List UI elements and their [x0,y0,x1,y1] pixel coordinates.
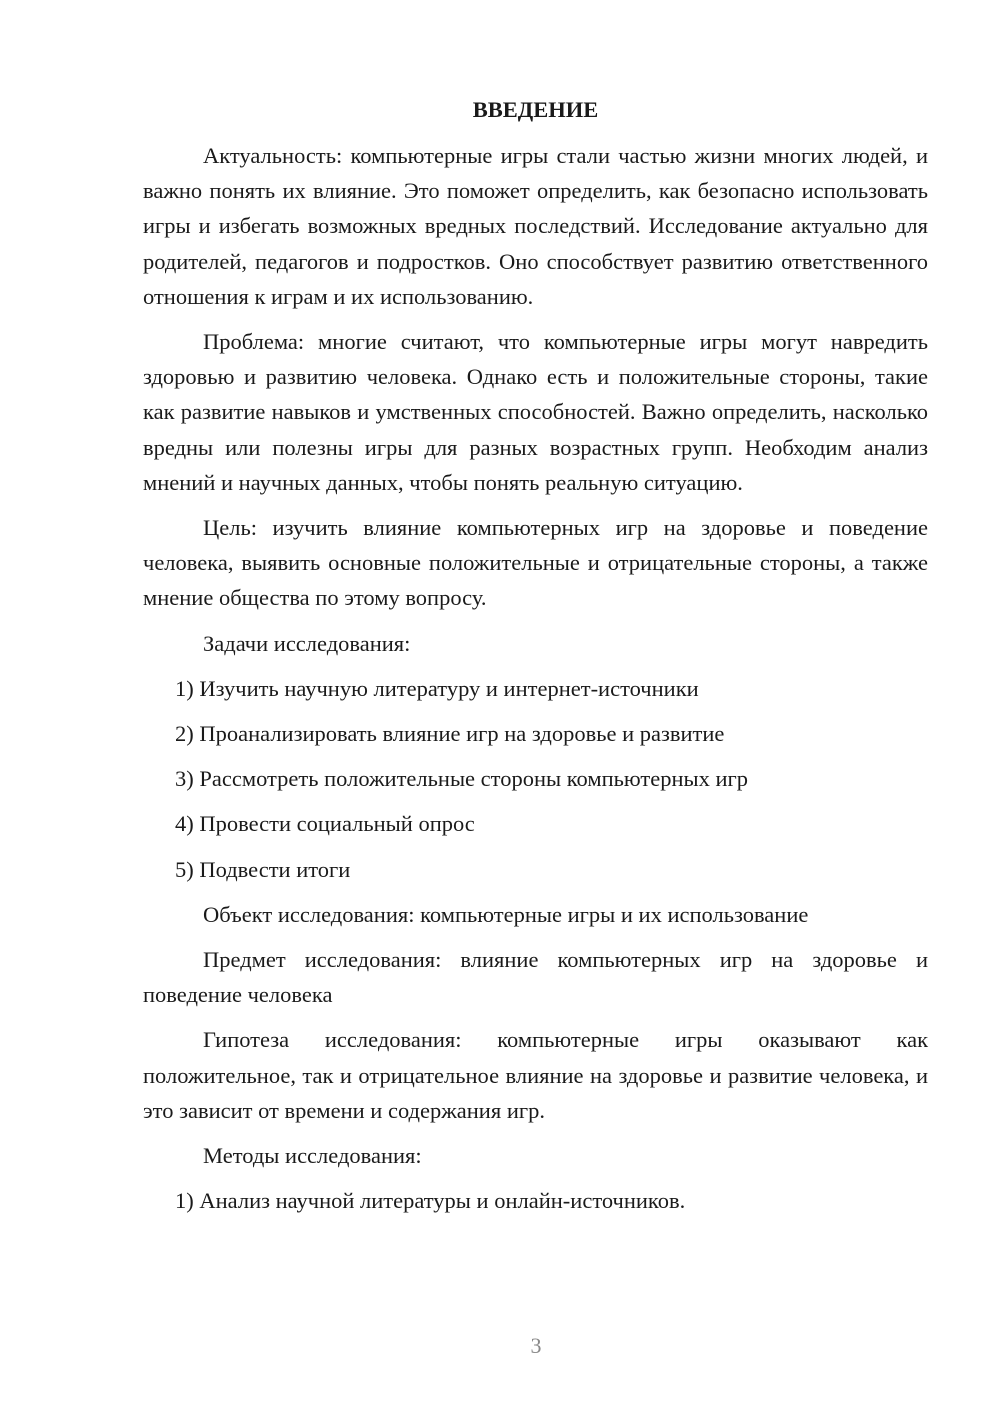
task-item: 1) Изучить научную литературу и интернет-источники [175,675,699,701]
subject-paragraph: Предмет исследования: влияние компьютерных игр на здоровье и поведение человека [143,947,928,1008]
method-item: 1) Анализ научной литературы и онлайн-источников. [175,1188,686,1214]
tasks-heading: Задачи исследования: [203,630,411,656]
task-item: 5) Подвести итоги [175,856,351,882]
section-title: ВВЕДЕНИЕ [472,97,599,122]
task-item: 4) Провести социальный опрос [175,811,475,837]
object-line: Объект исследования: компьютерные игры и их использование [203,901,809,927]
task-item: 2) Проанализировать влияние игр на здоровье и развитие [175,721,725,747]
page-number: 3 [530,1333,542,1358]
task-item: 3) Рассмотреть положительные стороны компьютерных игр [175,766,749,792]
page-content [143,92,928,1228]
problem-paragraph: Проблема: многие считают, что компьютерные игры могут навредить здоровью и развитию человека. Однако есть и положительные стороны, такие как развитие навыков и умственных способностей. Важно определить, насколько вредны или полезны игры для разных возрастных групп. Необходим анализ мнений и научных данных, чтобы понять реальную ситуацию. [143,329,928,495]
methods-heading: Методы исследования: [203,1143,422,1169]
goal-paragraph: Цель: изучить влияние компьютерных игр на здоровье и поведение человека, выявить основные положительные и отрицательные стороны, а также мнение общества по этому вопросу. [143,515,928,611]
relevance-paragraph: Актуальность: компьютерные игры стали частью жизни многих людей, и важно понять их влияние. Это поможет определить, как безопасно использовать игры и избегать возможных вредных последствий. Исследование актуально для родителей, педагогов и подростков. Оно способствует развитию ответственного отношения к играм и их использованию. [143,143,928,309]
hypothesis-paragraph: Гипотеза исследования: компьютерные игры оказывают как положительное, так и отрицательное влияние на здоровье и развитие человека, и это зависит от времени и содержания игр. [143,1027,928,1123]
